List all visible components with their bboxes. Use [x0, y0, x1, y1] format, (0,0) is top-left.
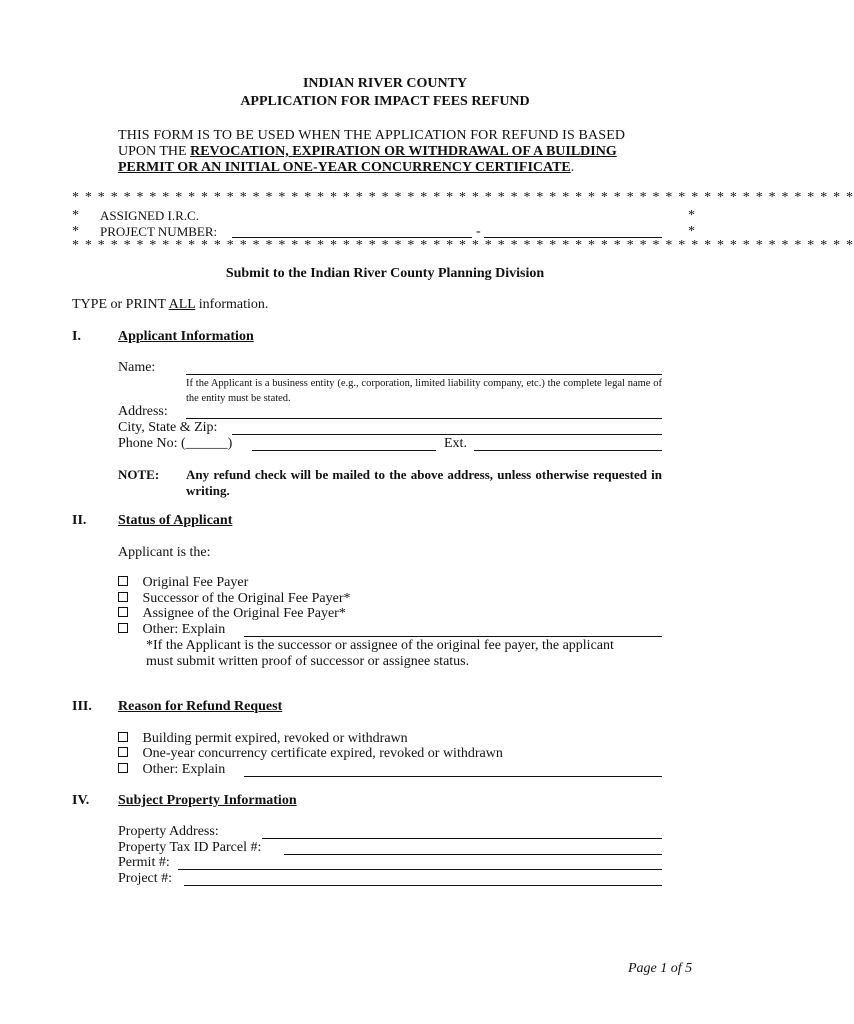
project-number-label: PROJECT NUMBER:	[100, 224, 218, 239]
intro-line-1: THIS FORM IS TO BE USED WHEN THE APPLICATION FOR REFUND IS BASED	[118, 128, 626, 143]
status-option-successor[interactable]	[118, 591, 351, 607]
project-number-field-bottom[interactable]	[184, 885, 662, 886]
star-left-2: *	[72, 224, 79, 239]
address-label: Address:	[118, 404, 168, 419]
intro-line-3-end: .	[570, 160, 575, 175]
section-1-number: I.	[72, 329, 81, 344]
type-print-all: ALL	[168, 297, 196, 312]
intro-line-3-emphasis: PERMIT OR AN INITIAL ONE-YEAR CONCURRENCY CERTIFICATE	[118, 160, 571, 175]
checkbox-icon[interactable]	[118, 747, 128, 757]
checkbox-icon[interactable]	[118, 732, 128, 742]
intro-line-3	[118, 160, 574, 176]
permit-number-label: Permit #:	[118, 855, 170, 870]
checkbox-icon[interactable]	[118, 592, 128, 602]
star-border-bottom: * * * * * * * * * * * * * * * * * * * * * * * * * * * * * * * * * * * * * * * * * * * * * * * * * * * * * * * * * * * * *	[72, 238, 854, 253]
phone-field[interactable]	[252, 450, 436, 451]
city-state-zip-label: City, State & Zip:	[118, 420, 218, 435]
status-option-other[interactable]	[118, 622, 225, 638]
checkbox-icon[interactable]	[118, 763, 128, 773]
form-title: APPLICATION FOR IMPACT FEES REFUND	[240, 94, 530, 109]
section-3-number: III.	[72, 699, 92, 714]
checkbox-icon[interactable]	[118, 576, 128, 586]
star-left-1: *	[72, 208, 79, 223]
section-3-title: Reason for Refund Request	[118, 699, 283, 714]
checkbox-icon[interactable]	[118, 623, 128, 633]
ext-label: Ext.	[444, 436, 467, 451]
property-address-field[interactable]	[262, 838, 662, 839]
checkbox-icon[interactable]	[118, 607, 128, 617]
section-1-title: Applicant Information	[118, 329, 254, 344]
permit-number-field[interactable]	[178, 869, 662, 870]
city-state-zip-field[interactable]	[232, 434, 662, 435]
note-label: NOTE:	[118, 467, 160, 482]
section-4-title: Subject Property Information	[118, 793, 297, 808]
status-other-explain-field[interactable]	[244, 636, 662, 637]
name-field[interactable]	[186, 374, 662, 375]
applicant-is-label: Applicant is the:	[118, 545, 211, 560]
intro-line-2-emphasis: REVOCATION, EXPIRATION OR WITHDRAWAL OF A BUILDING	[190, 144, 617, 159]
name-note: If the Applicant is a business entity (e.g., corporation, limited liability company, etc.) the complete legal name of the entity must be stated.	[186, 378, 662, 404]
page-number: Page 1 of 5	[628, 961, 693, 976]
section-4-number: IV.	[72, 793, 90, 808]
status-option-label: Successor of the Original Fee Payer*	[142, 591, 351, 606]
reason-option-other[interactable]	[118, 762, 225, 778]
status-footnote-line-1: *If the Applicant is the successor or assignee of the original fee payer, the applicant	[146, 638, 614, 653]
reason-other-explain-field[interactable]	[244, 776, 662, 777]
intro-line-2-pre: UPON THE	[118, 144, 191, 159]
status-option-label: Original Fee Payer	[142, 575, 249, 590]
phone-label: Phone No: (______)	[118, 436, 233, 451]
reason-option-concurrency[interactable]	[118, 746, 503, 762]
star-border-top: * * * * * * * * * * * * * * * * * * * * * * * * * * * * * * * * * * * * * * * * * * * * * * * * * * * * * * * * * * * * *	[72, 190, 854, 205]
submit-instruction: Submit to the Indian River County Planning Division	[225, 266, 545, 281]
type-print-post: information.	[195, 297, 269, 312]
property-address-label: Property Address:	[118, 824, 219, 839]
form-title-county: INDIAN RIVER COUNTY	[302, 76, 468, 91]
property-tax-id-label: Property Tax ID Parcel #:	[118, 840, 262, 855]
status-footnote-line-2: must submit written proof of successor or assignee status.	[146, 654, 470, 669]
section-2-title: Status of Applicant	[118, 513, 233, 528]
type-print-pre: TYPE or PRINT	[72, 297, 169, 312]
intro-line-2	[118, 144, 652, 160]
reason-option-label: One-year concurrency certificate expired, revoked or withdrawn	[142, 746, 503, 761]
project-number-dash: -	[476, 224, 481, 239]
property-tax-id-field[interactable]	[284, 854, 662, 855]
project-number-field-label: Project #:	[118, 871, 173, 886]
reason-option-label: Building permit expired, revoked or withdrawn	[142, 731, 408, 746]
status-option-original[interactable]	[118, 575, 248, 591]
status-option-assignee[interactable]	[118, 606, 346, 622]
status-option-label: Assignee of the Original Fee Payer*	[142, 606, 346, 621]
star-right-2: *	[688, 224, 695, 239]
ext-field[interactable]	[474, 450, 662, 451]
address-field[interactable]	[186, 418, 662, 419]
name-label: Name:	[118, 360, 156, 375]
type-print-instruction	[72, 297, 268, 313]
note-text: Any refund check will be mailed to the above address, unless otherwise requested in writing.	[186, 467, 662, 498]
status-option-label: Other: Explain	[142, 622, 226, 637]
reason-option-label: Other: Explain	[142, 762, 226, 777]
star-right-1: *	[688, 208, 695, 223]
assigned-irc-label: ASSIGNED I.R.C.	[100, 208, 199, 223]
reason-option-building-permit[interactable]	[118, 731, 408, 747]
section-2-number: II.	[72, 513, 87, 528]
